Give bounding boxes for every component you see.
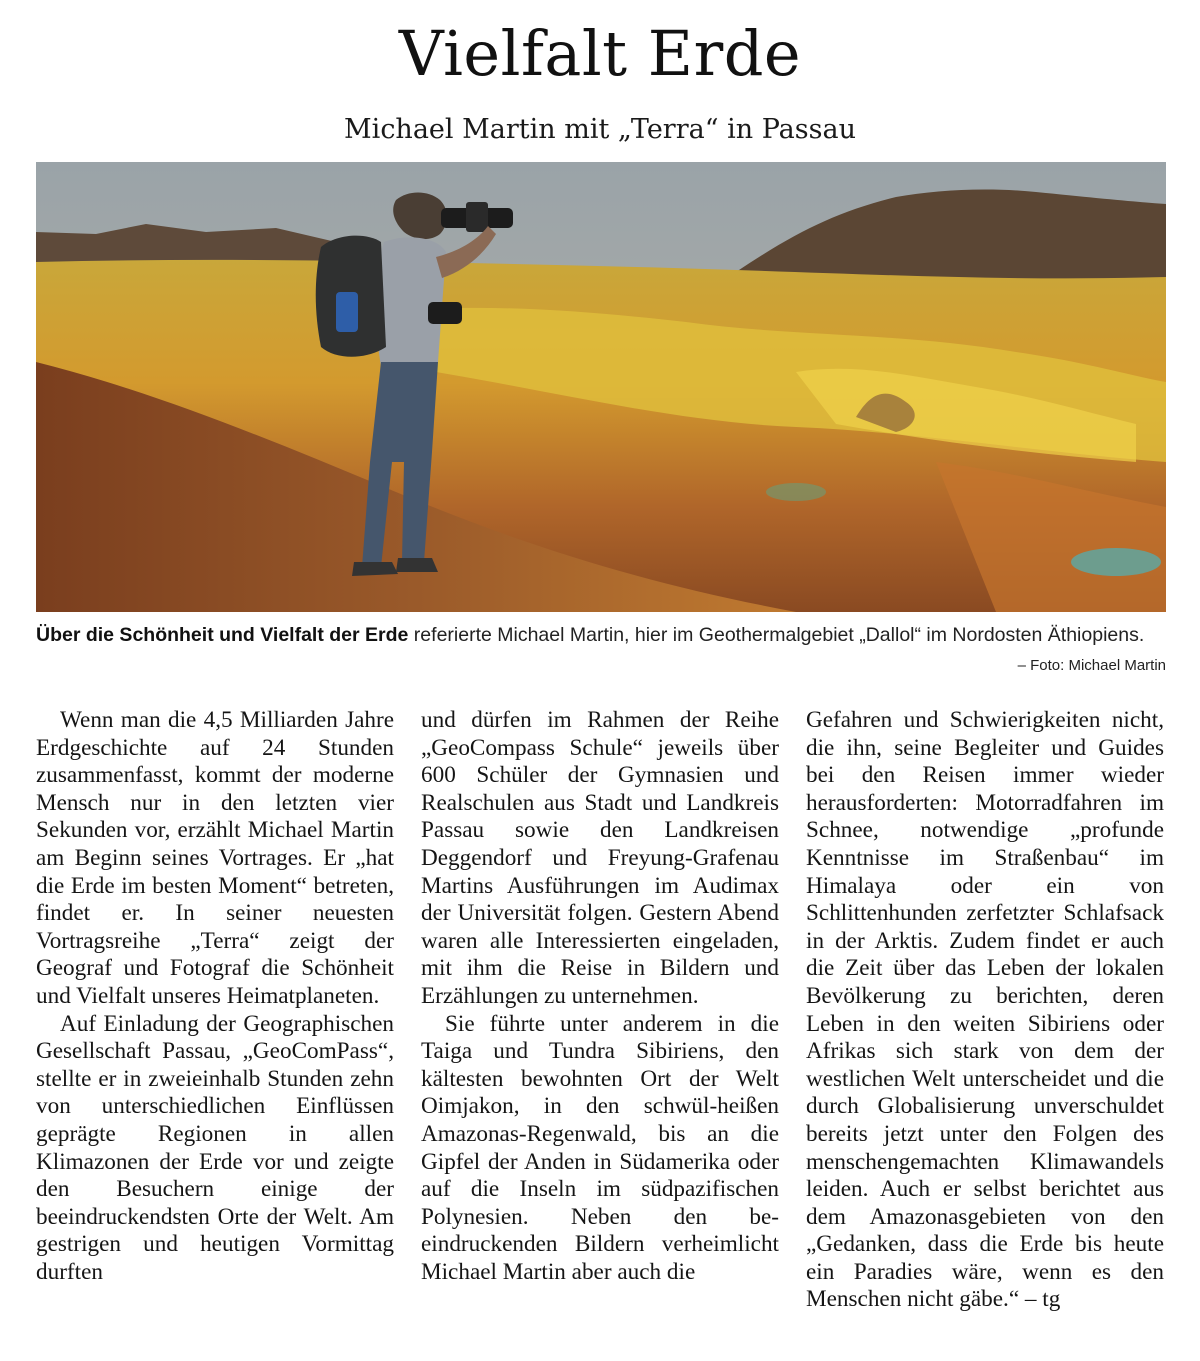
paragraph: Gefahren und Schwierigkeiten nicht, die ihn, seine Begleiter und Guides bei den Reisen immer wieder herausforderten: Motorradfahren im Schnee, notwendige „profunde Kenntnisse im Straßenbau“ im Himalaya oder ein von Schlittenhunden zerfetzter Schlafsack in der Arktis. Zudem findet er auch die Zeit über das Leben der lokalen Bevölkerung zu berichten, deren Leben in den weiten Sibiriens oder Afrikas sich stark von dem der westlichen Welt unterscheidet und die durch Globalisierung unverschuldet bereits jetzt unter den Folgen des menschengemachten Klimawandels leiden. Auch er selbst berichtet aus dem Amazonasgebieten von den „Gedanken, dass die Erde bis heute ein Paradies wäre, wenn es den Menschen nicht gäbe.“ – tg — [806, 707, 1164, 1313]
photo-credit: – Foto: Michael Martin — [1017, 657, 1166, 674]
photo-image — [36, 162, 1166, 612]
paragraph: Sie führte unter anderem in die Taiga und Tundra Sibiriens, den kältesten bewohnten Ort der Welt Oimjakon, in den schwül-heißen Amazonas-Regenwald, bis an die Gipfel der Anden in Südamerika oder auf die Inseln im südpazifischen Polynesien. Neben den beeindruckenden Bildern verheimlicht Michael Martin aber auch die — [421, 1010, 779, 1285]
article-headline: Vielfalt Erde — [398, 17, 802, 90]
caption-lead: Über die Schönheit und Vielfalt der Erde — [36, 624, 409, 646]
paragraph: Auf Einladung der Geographischen Gesellschaft Passau, „GeoComPass“, stellte er in zweieinhalb Stunden zehn von unterschiedlichen Einflüssen geprägte Regionen in allen Klimazonen der Erde vor und zeigte den Besuchern einige der beeindruckendsten Orte der Welt. Am gestrigen und heutigen Vormittag durften — [36, 1010, 394, 1285]
article-photo — [36, 162, 1166, 612]
article-subheadline: Michael Martin mit „Terra“ in Passau — [344, 114, 856, 145]
article-column-1 — [36, 707, 394, 1286]
caption-text: referierte Michael Martin, hier im Geothermalgebiet „Dallol“ im Nordosten Äthiopiens. — [408, 624, 1145, 646]
article-column-2 — [421, 707, 779, 1286]
paragraph: Wenn man die 4,5 Milliarden Jahre Erdgeschichte auf 24 Stunden zusammenfasst, kommt der moderne Mensch nur in den letzten vier Sekunden vor, erzählt Michael Martin am Beginn seines Vortrages. Er „hat die Erde im besten Moment“ betreten, findet er. In seiner neuesten Vortragsreihe „Terra“ zeigt der Geograf und Fotograf die Schönheit und Vielfalt unseres Heimatplaneten. — [36, 707, 394, 1009]
photo-caption — [36, 622, 1166, 649]
paragraph: und dürfen im Rahmen der Reihe „GeoCompass Schule“ jeweils über 600 Schüler der Gymnasien und Realschulen aus Stadt und Landkreis Passau sowie den Landkreisen Deggendorf und Freyung-Grafenau Martins Ausführungen im Audimax der Universität folgen. Gestern Abend waren alle Interessierten eingeladen, mit ihm die Reise in Bildern und Erzählungen zu unternehmen. — [421, 707, 779, 1009]
article-column-3 — [806, 707, 1164, 1314]
